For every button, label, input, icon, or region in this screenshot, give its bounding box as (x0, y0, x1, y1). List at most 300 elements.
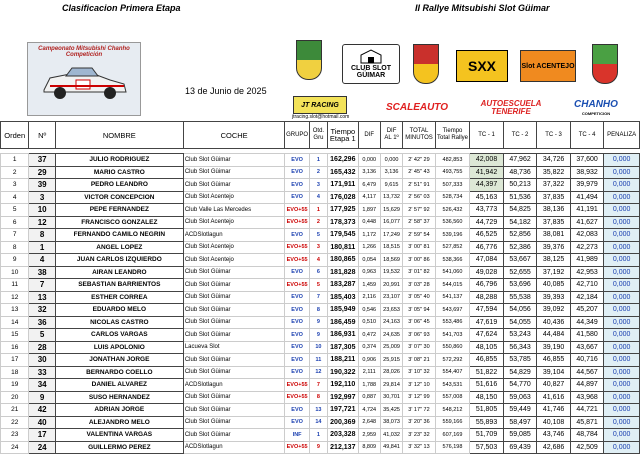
col-car: COCHE (183, 122, 285, 149)
diff-first-cell: 23,107 (380, 291, 402, 304)
orden-cell: 18 (1, 366, 29, 379)
orden-cell: 6 (1, 216, 29, 229)
tenerife-text: TENERIFE (491, 107, 531, 116)
tc2-cell: 59,085 (503, 429, 537, 442)
diff-first-cell: 9,615 (380, 179, 402, 192)
tc4-cell: 41,989 (570, 254, 604, 267)
total-rally-cell: 541,137 (435, 291, 470, 304)
name-cell: AIRAN LEANDRO (55, 266, 183, 279)
table-row (1, 241, 640, 254)
total-rally-cell: 541,060 (435, 266, 470, 279)
tc1-cell: 47,619 (470, 316, 504, 329)
total-minutes-cell: 3' 20" 36 (403, 416, 436, 429)
total-minutes-cell: 2' 51" 91 (403, 179, 436, 192)
diff-cell: 1,266 (358, 241, 380, 254)
total-minutes-cell: 3' 06" 93 (403, 329, 436, 342)
name-cell: JONATHAN JORGE (55, 354, 183, 367)
tc4-cell: 44,897 (570, 379, 604, 392)
total-rally-cell: 559,166 (435, 416, 470, 429)
group-order-cell: 2 (309, 166, 327, 179)
stage-time-cell: 179,545 (328, 229, 358, 242)
club-cell: Club Slot Güimar (183, 329, 285, 342)
diff-cell: 0,906 (358, 354, 380, 367)
col-minutos-label: MINUTOS (405, 135, 433, 141)
club-cell: Lacueva Slot (183, 341, 285, 354)
stage-time-cell: 187,305 (328, 341, 358, 354)
diff-first-cell: 17,249 (380, 229, 402, 242)
group-cell: EVO+55 (285, 391, 309, 404)
name-cell: FRANCISCO GONZALEZ (55, 216, 183, 229)
tc3-cell: 40,827 (537, 379, 571, 392)
penalty-cell: 0,000 (604, 416, 640, 429)
tc3-cell: 38,081 (537, 229, 571, 242)
total-minutes-cell: 3' 05" 94 (403, 304, 436, 317)
col-orden: Orden (1, 122, 29, 149)
tc4-cell: 41,627 (570, 216, 604, 229)
total-rally-cell: 539,196 (435, 229, 470, 242)
table-row (1, 416, 640, 429)
total-minutes-cell: 2' 45" 43 (403, 166, 436, 179)
tc1-cell: 45,163 (470, 191, 504, 204)
orden-cell: 19 (1, 379, 29, 392)
diff-cell: 2,959 (358, 429, 380, 442)
group-cell: EVO+55 (285, 216, 309, 229)
group-cell: EVO (285, 354, 309, 367)
rally-title: II Rallye Mitsubishi Slot Güimar (415, 3, 550, 13)
tc4-cell: 43,667 (570, 341, 604, 354)
table-row (1, 391, 640, 404)
tc3-cell: 38,136 (537, 204, 571, 217)
col-tc3: TC - 3 (537, 122, 571, 149)
tc4-cell: 38,932 (570, 166, 604, 179)
club-slot-guimar-logo (342, 44, 400, 84)
tc3-cell: 34,726 (537, 154, 571, 167)
tc1-cell: 46,796 (470, 279, 504, 292)
col-diff: DIF (358, 122, 380, 149)
group-order-cell: 5 (309, 279, 327, 292)
total-minutes-cell: 2' 59" 54 (403, 229, 436, 242)
tc3-cell: 37,322 (537, 179, 571, 192)
tc3-cell: 41,746 (537, 404, 571, 417)
tc2-cell: 54,055 (503, 316, 537, 329)
stage-time-cell: 186,931 (328, 329, 358, 342)
orden-cell: 22 (1, 416, 29, 429)
diff-cell: 0,000 (358, 154, 380, 167)
group-order-cell: 2 (309, 216, 327, 229)
number-cell: 39 (29, 179, 55, 192)
total-rally-cell: 554,407 (435, 366, 470, 379)
tc3-cell: 40,436 (537, 316, 571, 329)
tc3-cell: 40,108 (537, 416, 571, 429)
table-row (1, 229, 640, 242)
number-cell: 12 (29, 216, 55, 229)
tc3-cell: 38,125 (537, 254, 571, 267)
rally-car-icon (36, 62, 132, 102)
tc2-cell: 47,962 (503, 154, 537, 167)
total-minutes-cell: 3' 05" 40 (403, 291, 436, 304)
tc1-cell: 49,028 (470, 266, 504, 279)
total-minutes-cell: 3' 17" 72 (403, 404, 436, 417)
penalty-cell: 0,000 (604, 166, 640, 179)
name-cell: JUAN CARLOS IZQUIERDO (55, 254, 183, 267)
number-cell: 33 (29, 366, 55, 379)
col-total-rally: Tiempo Total Rallye (435, 122, 470, 149)
table-row (1, 404, 640, 417)
diff-first-cell: 35,425 (380, 404, 402, 417)
total-minutes-cell: 3' 00" 81 (403, 241, 436, 254)
tc1-cell: 51,822 (470, 366, 504, 379)
table-row (1, 316, 640, 329)
name-cell: CARLOS VARGAS (55, 329, 183, 342)
diff-cell: 4,117 (358, 191, 380, 204)
table-row (1, 216, 640, 229)
jt-racing-email: jtracing.slot@hotmail.com (292, 114, 350, 120)
number-cell: 32 (29, 304, 55, 317)
tc2-cell: 53,696 (503, 279, 537, 292)
tc1-cell: 46,525 (470, 229, 504, 242)
tc1-cell: 46,776 (470, 241, 504, 254)
scaleauto-logo: SCALEAUTO (385, 101, 449, 113)
penalty-cell: 0,000 (604, 241, 640, 254)
tc3-cell: 40,085 (537, 279, 571, 292)
tc2-cell: 48,736 (503, 166, 537, 179)
group-order-cell: 13 (309, 404, 327, 417)
name-cell: DANIEL ALVAREZ (55, 379, 183, 392)
total-minutes-cell: 2' 58" 37 (403, 216, 436, 229)
diff-cell: 1,897 (358, 204, 380, 217)
club-cell: Club Slot Güimar (183, 316, 285, 329)
group-order-cell: 9 (309, 316, 327, 329)
championship-logo-text: Campeonato Mitsubishi Chanho Competición (38, 46, 130, 58)
penalty-cell: 0,000 (604, 316, 640, 329)
penalty-cell: 0,000 (604, 179, 640, 192)
tc3-cell: 37,835 (537, 191, 571, 204)
name-cell: VALENTINA VARGAS (55, 429, 183, 442)
total-rally-cell: 526,432 (435, 204, 470, 217)
stage-time-cell: 183,287 (328, 279, 358, 292)
diff-cell: 0,374 (358, 341, 380, 354)
tc2-cell: 53,667 (503, 254, 537, 267)
tc2-cell: 54,056 (503, 304, 537, 317)
tc4-cell: 39,979 (570, 179, 604, 192)
tc3-cell: 37,835 (537, 216, 571, 229)
diff-first-cell: 30,701 (380, 391, 402, 404)
total-rally-cell: 538,366 (435, 254, 470, 267)
table-header-row (1, 122, 640, 149)
tc3-cell: 46,855 (537, 354, 571, 367)
orden-cell: 15 (1, 329, 29, 342)
event-date: 13 de Junio de 2025 (185, 86, 267, 96)
penalty-cell: 0,000 (604, 266, 640, 279)
group-cell: EVO (285, 329, 309, 342)
tc4-cell: 44,349 (570, 316, 604, 329)
autoescuela-text: AUTOESCUELA (480, 99, 542, 108)
diff-cell: 2,116 (358, 291, 380, 304)
club-cell: ACDSlotlagun (183, 441, 285, 454)
total-rally-cell: 482,853 (435, 154, 470, 167)
tc4-cell: 42,710 (570, 279, 604, 292)
name-cell: EDUARDO MELO (55, 304, 183, 317)
tc2-cell: 69,439 (503, 441, 537, 454)
table-row (1, 204, 640, 217)
tc4-cell: 44,567 (570, 366, 604, 379)
tc2-cell: 52,386 (503, 241, 537, 254)
table-body (1, 149, 640, 454)
orden-cell: 12 (1, 291, 29, 304)
stage-time-cell: 203,328 (328, 429, 358, 442)
building-icon (359, 49, 383, 65)
tc2-cell: 53,243 (503, 329, 537, 342)
club-cell: Club Slot Güimar (183, 391, 285, 404)
total-rally-cell: 607,169 (435, 429, 470, 442)
group-cell: EVO (285, 191, 309, 204)
diff-cell: 0,963 (358, 266, 380, 279)
tc4-cell: 44,721 (570, 404, 604, 417)
group-cell: EVO (285, 316, 309, 329)
table-row (1, 254, 640, 267)
name-cell: PEDRO LEANDRO (55, 179, 183, 192)
tc3-cell: 44,484 (537, 329, 571, 342)
tc2-cell: 53,785 (503, 354, 537, 367)
group-order-cell: 8 (309, 304, 327, 317)
penalty-cell: 0,000 (604, 366, 640, 379)
total-rally-cell: 543,697 (435, 304, 470, 317)
orden-cell: 3 (1, 179, 29, 192)
group-order-cell: 11 (309, 354, 327, 367)
club-cell: Club Slot Güimar (183, 266, 285, 279)
name-cell: ADRIAN JORGE (55, 404, 183, 417)
diff-cell: 1,172 (358, 229, 380, 242)
stage-time-cell: 190,322 (328, 366, 358, 379)
tc2-cell: 51,536 (503, 191, 537, 204)
club-cell: Club Slot Güimar (183, 179, 285, 192)
table-row (1, 291, 640, 304)
tc3-cell: 42,686 (537, 441, 571, 454)
diff-cell: 0,887 (358, 391, 380, 404)
orden-cell: 10 (1, 266, 29, 279)
col-diff-label: DIF (386, 128, 397, 134)
tc2-cell: 54,829 (503, 366, 537, 379)
tc3-cell: 37,192 (537, 266, 571, 279)
orden-cell: 8 (1, 241, 29, 254)
jt-racing-logo: JT RACING (293, 96, 347, 114)
orden-cell: 4 (1, 191, 29, 204)
club-slot-guimar-text: CLUB SLOT GÜIMAR (350, 65, 392, 79)
tc2-cell: 52,655 (503, 266, 537, 279)
group-cell: EVO (285, 154, 309, 167)
group-order-cell: 12 (309, 366, 327, 379)
tc1-cell: 46,855 (470, 354, 504, 367)
chanho-sub-text: COMPETICION (581, 111, 611, 116)
total-minutes-cell: 3' 32" 13 (403, 441, 436, 454)
table-row (1, 341, 640, 354)
group-order-cell: 10 (309, 341, 327, 354)
tc1-cell: 47,624 (470, 329, 504, 342)
penalty-cell: 0,000 (604, 379, 640, 392)
tc2-cell: 56,343 (503, 341, 537, 354)
group-cell: EVO (285, 404, 309, 417)
tc4-cell: 45,871 (570, 416, 604, 429)
tc1-cell: 47,594 (470, 304, 504, 317)
orden-cell: 21 (1, 404, 29, 417)
group-cell: EVO+55 (285, 254, 309, 267)
table-row (1, 191, 640, 204)
group-order-cell: 9 (309, 441, 327, 454)
col-group: GRUPO (285, 122, 309, 149)
number-cell: 10 (29, 204, 55, 217)
penalty-cell: 0,000 (604, 191, 640, 204)
total-rally-cell: 550,860 (435, 341, 470, 354)
col-number: Nº (29, 122, 55, 149)
diff-first-cell: 16,077 (380, 216, 402, 229)
table-row (1, 304, 640, 317)
total-rally-cell: 493,755 (435, 166, 470, 179)
diff-cell: 3,136 (358, 166, 380, 179)
col-penalty: PENALIZA (604, 122, 640, 149)
club-cell: ACDSlotlagun (183, 379, 285, 392)
penalty-cell: 0,000 (604, 429, 640, 442)
name-cell: VICTOR CONCEPCION (55, 191, 183, 204)
group-cell: EVO+55 (285, 204, 309, 217)
table-row (1, 279, 640, 292)
penalty-cell: 0,000 (604, 204, 640, 217)
name-cell: BERNARDO COELLO (55, 366, 183, 379)
club-cell: Club Slot Acentejo (183, 191, 285, 204)
orden-cell: 23 (1, 429, 29, 442)
tc1-cell: 51,805 (470, 404, 504, 417)
penalty-cell: 0,000 (604, 441, 640, 454)
total-rally-cell: 557,008 (435, 391, 470, 404)
tc4-cell: 37,600 (570, 154, 604, 167)
diff-first-cell: 23,653 (380, 304, 402, 317)
tc2-cell: 58,497 (503, 416, 537, 429)
stage-time-cell: 162,296 (328, 154, 358, 167)
col-tc4: TC - 4 (570, 122, 604, 149)
tc4-cell: 41,494 (570, 191, 604, 204)
group-cell: EVO (285, 416, 309, 429)
club-cell: Club Slot Acentejo (183, 216, 285, 229)
stage-time-cell: 181,828 (328, 266, 358, 279)
total-rally-cell: 576,198 (435, 441, 470, 454)
tc2-cell: 59,449 (503, 404, 537, 417)
club-cell: Club Slot Güimar (183, 166, 285, 179)
group-order-cell: 3 (309, 241, 327, 254)
slot-acentejo-logo: Slot ACENTEJO (520, 50, 576, 82)
name-cell: NICOLAS CASTRO (55, 316, 183, 329)
col-name: NOMBRE (55, 122, 183, 149)
penalty-cell: 0,000 (604, 329, 640, 342)
diff-first-cell: 38,073 (380, 416, 402, 429)
club-cell: ACDSlotlagun (183, 229, 285, 242)
group-cell: EVO (285, 291, 309, 304)
table-row (1, 429, 640, 442)
group-cell: EVO (285, 304, 309, 317)
orden-cell: 24 (1, 441, 29, 454)
stage-time-cell: 186,459 (328, 316, 358, 329)
tc1-cell: 55,893 (470, 416, 504, 429)
club-cell: Club Slot Güimar (183, 279, 285, 292)
club-cell: Club Slot Güimar (183, 291, 285, 304)
number-cell: 3 (29, 191, 55, 204)
total-minutes-cell: 3' 10" 32 (403, 366, 436, 379)
tc1-cell: 48,150 (470, 391, 504, 404)
penalty-cell: 0,000 (604, 229, 640, 242)
diff-first-cell: 13,732 (380, 191, 402, 204)
penalty-cell: 0,000 (604, 279, 640, 292)
diff-cell: 2,648 (358, 416, 380, 429)
tc1-cell: 44,397 (470, 179, 504, 192)
name-cell: GUILLERMO PEREZ (55, 441, 183, 454)
group-cell: EVO+55 (285, 379, 309, 392)
stage-time-cell: 180,811 (328, 241, 358, 254)
stage-time-cell: 192,997 (328, 391, 358, 404)
number-cell: 9 (29, 391, 55, 404)
group-cell: EVO (285, 179, 309, 192)
penalty-cell: 0,000 (604, 154, 640, 167)
diff-first-cell: 41,032 (380, 429, 402, 442)
diff-first-cell: 20,991 (380, 279, 402, 292)
tc1-cell: 51,709 (470, 429, 504, 442)
group-cell: EVO (285, 266, 309, 279)
orden-cell: 9 (1, 254, 29, 267)
stage-time-cell: 180,865 (328, 254, 358, 267)
group-cell: EVO (285, 166, 309, 179)
stage-time-cell: 165,432 (328, 166, 358, 179)
name-cell: PEPE FERNANDEZ (55, 204, 183, 217)
diff-first-cell: 18,515 (380, 241, 402, 254)
penalty-cell: 0,000 (604, 354, 640, 367)
diff-cell: 0,472 (358, 329, 380, 342)
tc3-cell: 39,092 (537, 304, 571, 317)
diff-first-cell: 49,841 (380, 441, 402, 454)
tc3-cell: 39,376 (537, 241, 571, 254)
orden-cell: 7 (1, 229, 29, 242)
table-row (1, 379, 640, 392)
diff-cell: 4,724 (358, 404, 380, 417)
club-cell: Club Slot Güimar (183, 416, 285, 429)
tc1-cell: 47,084 (470, 254, 504, 267)
group-cell: INF (285, 429, 309, 442)
tc1-cell: 42,008 (470, 154, 504, 167)
stage-time-cell: 185,403 (328, 291, 358, 304)
number-cell: 5 (29, 329, 55, 342)
number-cell: 8 (29, 229, 55, 242)
number-cell: 37 (29, 154, 55, 167)
autoescuela-logo (478, 98, 544, 118)
stage-time-cell: 197,721 (328, 404, 358, 417)
chanho-logo (566, 100, 626, 118)
group-order-cell: 6 (309, 266, 327, 279)
tc3-cell: 43,746 (537, 429, 571, 442)
penalty-cell: 0,000 (604, 391, 640, 404)
group-order-cell: 4 (309, 191, 327, 204)
tc4-cell: 41,191 (570, 204, 604, 217)
club-cell: Club Slot Güimar (183, 429, 285, 442)
penalty-cell: 0,000 (604, 254, 640, 267)
tc1-cell: 41,942 (470, 166, 504, 179)
group-order-cell: 8 (309, 391, 327, 404)
diff-cell: 1,788 (358, 379, 380, 392)
stage-time-cell: 177,925 (328, 204, 358, 217)
group-cell: EVO+55 (285, 241, 309, 254)
table-row (1, 154, 640, 167)
number-cell: 40 (29, 416, 55, 429)
stage-time-cell: 200,369 (328, 416, 358, 429)
orden-cell: 13 (1, 304, 29, 317)
total-minutes-cell: 3' 03" 28 (403, 279, 436, 292)
tc1-cell: 43,773 (470, 204, 504, 217)
club-cell: Club Valle Las Mercedes (183, 204, 285, 217)
